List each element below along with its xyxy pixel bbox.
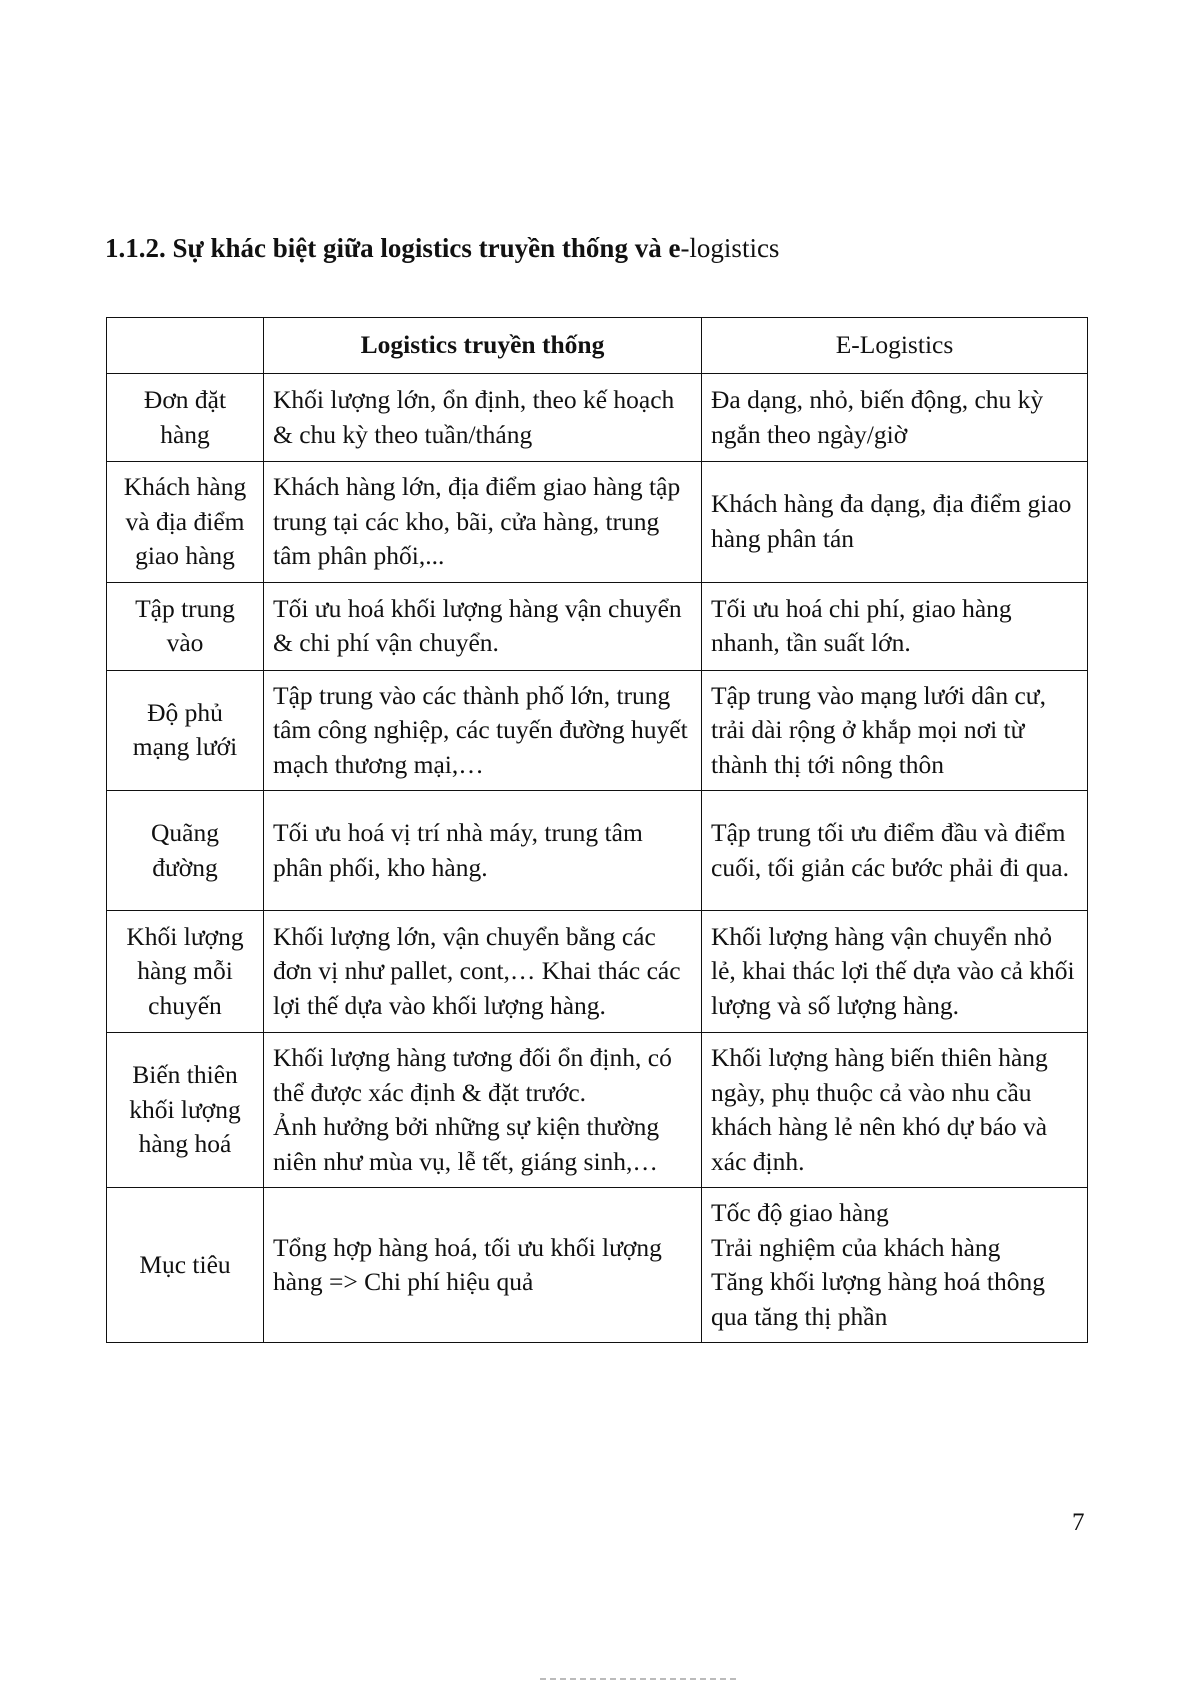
page-bottom-rule bbox=[540, 1678, 740, 1680]
elogistics-cell bbox=[702, 462, 1088, 583]
elogistics-cell bbox=[702, 374, 1088, 462]
table-row bbox=[107, 911, 1088, 1033]
traditional-cell-line: Khách hàng lớn, địa điểm giao hàng tập trung tại các kho, bãi, cửa hàng, trung tâm phân phối,... bbox=[273, 472, 681, 570]
elogistics-cell-line: Khối lượng hàng biến thiên hàng ngày, phụ thuộc cả vào nhu cầu khách hàng lẻ nên khó dự báo và xác định. bbox=[711, 1043, 1048, 1176]
criterion-cell: Quãng đường bbox=[107, 791, 264, 911]
elogistics-cell-line: Trải nghiệm của khách hàng bbox=[711, 1232, 1001, 1262]
traditional-cell-line: Khối lượng lớn, ổn định, theo kế hoạch & chu kỳ theo tuần/tháng bbox=[273, 385, 675, 449]
elogistics-cell bbox=[702, 1188, 1088, 1343]
elogistics-cell bbox=[702, 670, 1088, 791]
section-heading-bold: 1.1.2. Sự khác biệt giữa logistics truyền thống và e bbox=[105, 233, 681, 263]
elogistics-cell-line: Đa dạng, nhỏ, biến động, chu kỳ ngắn theo ngày/giờ bbox=[711, 385, 1044, 449]
traditional-cell bbox=[264, 374, 702, 462]
elogistics-cell-line: Tập trung tối ưu điểm đầu và điểm cuối, tối giản các bước phải đi qua. bbox=[711, 818, 1069, 882]
elogistics-cell bbox=[702, 911, 1088, 1033]
elogistics-cell-line: Tốc độ giao hàng bbox=[711, 1198, 889, 1227]
traditional-cell bbox=[264, 911, 702, 1033]
table-row bbox=[107, 670, 1088, 791]
traditional-cell bbox=[264, 582, 702, 670]
elogistics-cell-line: Tập trung vào mạng lưới dân cư, trải dài rộng ở khắp mọi nơi từ thành thị tới nông thôn bbox=[711, 680, 1046, 779]
elogistics-cell bbox=[702, 582, 1088, 670]
traditional-cell-line: Tổng hợp hàng hoá, tối ưu khối lượng hàng => Chi phí hiệu quả bbox=[273, 1232, 662, 1296]
section-heading-normal: -logistics bbox=[680, 233, 780, 263]
table-header-row bbox=[107, 318, 1088, 374]
traditional-cell-line: Tập trung vào các thành phố lớn, trung tâm công nghiệp, các tuyến đường huyết mạch thương mại,… bbox=[273, 680, 688, 779]
elogistics-cell bbox=[702, 1033, 1088, 1188]
table-row bbox=[107, 1033, 1088, 1188]
table-row bbox=[107, 1188, 1088, 1343]
table-row bbox=[107, 374, 1088, 462]
traditional-cell-line: Tối ưu hoá vị trí nhà máy, trung tâm phân phối, kho hàng. bbox=[273, 818, 643, 882]
comparison-table bbox=[106, 317, 1088, 1343]
criterion-cell: Biến thiên khối lượng hàng hoá bbox=[107, 1033, 264, 1188]
traditional-cell bbox=[264, 670, 702, 791]
table-body bbox=[107, 374, 1088, 1343]
traditional-cell bbox=[264, 791, 702, 911]
criterion-cell: Mục tiêu bbox=[107, 1188, 264, 1343]
traditional-cell bbox=[264, 1033, 702, 1188]
header-cell-traditional: Logistics truyền thống bbox=[264, 318, 702, 374]
traditional-cell-line: Tối ưu hoá khối lượng hàng vận chuyển & chi phí vận chuyển. bbox=[273, 593, 682, 657]
elogistics-cell bbox=[702, 791, 1088, 911]
traditional-cell-line: Ảnh hưởng bởi những sự kiện thường niên như mùa vụ, lễ tết, giáng sinh,… bbox=[273, 1112, 660, 1176]
table-row bbox=[107, 462, 1088, 583]
traditional-cell bbox=[264, 462, 702, 583]
header-cell-criterion bbox=[107, 318, 264, 374]
traditional-cell-line: Khối lượng lớn, vận chuyển bằng các đơn vị như pallet, cont,… Khai thác các lợi thế dựa vào khối lượng hàng. bbox=[273, 921, 681, 1020]
page-number: 7 bbox=[1072, 1509, 1085, 1536]
table-row bbox=[107, 582, 1088, 670]
header-cell-elogistics: E-Logistics bbox=[702, 318, 1088, 374]
section-heading bbox=[105, 230, 779, 266]
criterion-cell: Đơn đặt hàng bbox=[107, 374, 264, 462]
elogistics-cell-line: Tối ưu hoá chi phí, giao hàng nhanh, tần suất lớn. bbox=[711, 593, 1012, 657]
criterion-cell: Độ phủ mạng lưới bbox=[107, 670, 264, 791]
criterion-cell: Tập trung vào bbox=[107, 582, 264, 670]
criterion-cell: Khách hàng và địa điểm giao hàng bbox=[107, 462, 264, 583]
table-row bbox=[107, 791, 1088, 911]
criterion-cell: Khối lượng hàng mỗi chuyến bbox=[107, 911, 264, 1033]
traditional-cell-line: Khối lượng hàng tương đối ổn định, có thể được xác định & đặt trước. bbox=[273, 1043, 672, 1107]
elogistics-cell-line: Khối lượng hàng vận chuyển nhỏ lẻ, khai thác lợi thế dựa vào cả khối lượng và số lượng hàng. bbox=[711, 921, 1075, 1020]
elogistics-cell-line: Tăng khối lượng hàng hoá thông qua tăng thị phần bbox=[711, 1267, 1045, 1331]
elogistics-cell-line: Khách hàng đa dạng, địa điểm giao hàng phân tán bbox=[711, 489, 1072, 553]
traditional-cell bbox=[264, 1188, 702, 1343]
